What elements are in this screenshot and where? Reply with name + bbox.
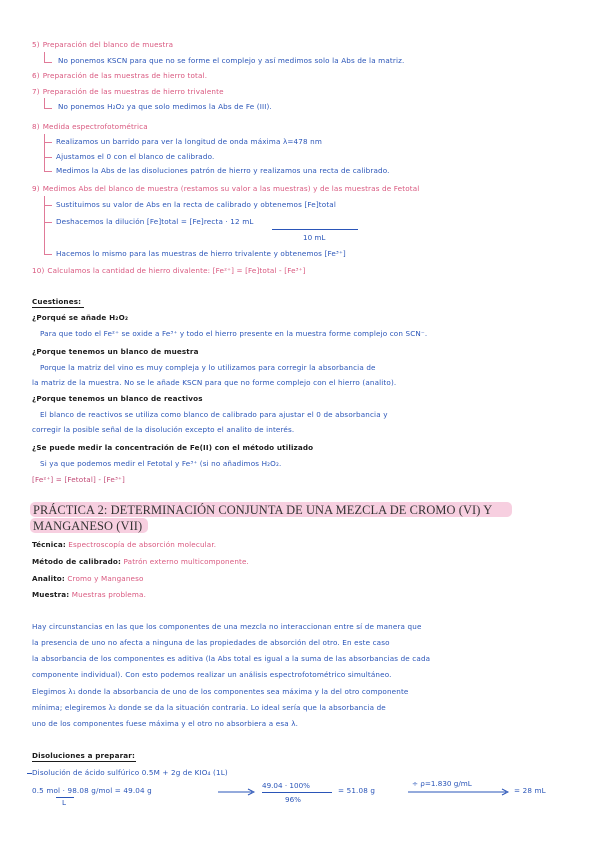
- fraction-denominator: 10 mL: [303, 233, 326, 242]
- answer-1: Para que todo el Fe²⁺ se oxide a Fe³⁺ y todo el hierro presente en la muestra forme complejo con SCN⁻.: [40, 329, 428, 338]
- step-9-note-a: Sustituimos su valor de Abs en la recta de calibrado y obtenemos [Fe]total: [56, 200, 336, 209]
- method-label: Método de calibrado:: [32, 557, 122, 566]
- paragraph-line-1: Hay circunstancias en las que los componentes de una mezcla no interaccionan entre sí de manera que: [32, 622, 422, 631]
- arrow-icon: [408, 788, 510, 796]
- technique-value: Espectroscopía de absorción molecular.: [68, 540, 217, 549]
- tree-tick-8c: [44, 171, 52, 172]
- step-text: Preparación de las muestras de hierro trivalente: [42, 87, 224, 96]
- step-5: [32, 40, 173, 50]
- tree-tick-8b: [44, 157, 52, 158]
- question-2: ¿Porque tenemos un blanco de muestra: [32, 347, 199, 356]
- calc-denominator: 96%: [285, 795, 301, 804]
- step-text: Preparación de las muestras de hierro total.: [42, 71, 208, 80]
- analyte-row: [32, 574, 144, 584]
- answer-2-line-2: la matriz de la muestra. No se le añade KSCN para que no forme complejo con el hierro (analito).: [32, 378, 397, 387]
- step-text: Medida espectrofotométrica: [42, 122, 148, 131]
- step-6: [32, 71, 207, 81]
- tree-tick-sol: [27, 773, 32, 774]
- step-text: Preparación del blanco de muestra: [42, 40, 174, 49]
- paragraph-line-6: mínima; elegiremos λ₂ donde se da la situación contraria. Lo ideal sería que la absorbancia de: [32, 703, 386, 712]
- step-10: [32, 266, 306, 276]
- step-7-note: No ponemos H₂O₂ ya que solo medimos la Abs de Fe (III).: [58, 102, 272, 111]
- tree-tick-7: [44, 108, 52, 109]
- technique-row: [32, 540, 216, 550]
- calc-end: = 28 mL: [514, 786, 546, 795]
- tree-tick-9b: [44, 222, 52, 223]
- step-7: [32, 87, 224, 97]
- heading-underline: [32, 307, 84, 308]
- step-9: [32, 184, 419, 194]
- step-number: 8): [32, 122, 40, 131]
- calc-start: 0.5 mol · 98.08 g/mol = 49.04 g: [32, 786, 152, 795]
- calc-arrow-label: ÷ ρ=1.830 g/mL: [412, 779, 472, 788]
- analyte-label: Analito:: [32, 574, 65, 583]
- step-8-note-b: Ajustamos el 0 con el blanco de calibrado.: [56, 152, 215, 161]
- solution-line-1: Disolución de ácido sulfúrico 0.5M + 2g de KIO₄ (1L): [32, 768, 228, 777]
- step-text: Calculamos la cantidad de hierro divalente: [Fe²⁺] = [Fe]total - [Fe³⁺]: [47, 266, 306, 275]
- questions-heading: Cuestiones:: [32, 297, 82, 306]
- paragraph-line-7: uno de los componentes fuese máxima y el otro no absorbiera a esa λ.: [32, 719, 299, 728]
- step-number: 10): [32, 266, 45, 275]
- step-5-note: No ponemos KSCN para que no se forme el complejo y así medimos solo la Abs de la matriz.: [58, 56, 405, 65]
- answer-4: Si ya que podemos medir el Fetotal y Fe³⁺ (si no añadimos H₂O₂.: [40, 459, 282, 468]
- tree-line-8: [44, 134, 45, 172]
- sample-row: [32, 590, 146, 600]
- question-3: ¿Porque tenemos un blanco de reactivos: [32, 394, 203, 403]
- arrow-icon: [218, 788, 256, 796]
- sample-label: Muestra:: [32, 590, 70, 599]
- calc-numerator: 49.04 · 100%: [262, 781, 310, 790]
- practice-title-line-1: PRÁCTICA 2: DETERMINACIÓN CONJUNTA DE UNA MEZCLA DE CROMO (VI) Y: [33, 503, 493, 517]
- step-text: Medimos Abs del blanco de muestra (restamos su valor a las muestras) y de las muestras de Fetotal: [42, 184, 420, 193]
- paragraph-line-5: Elegimos λ₁ donde la absorbancia de uno de los componentes sea máxima y la del otro componente: [32, 687, 409, 696]
- calc-unit-denominator: L: [62, 798, 67, 807]
- step-number: 9): [32, 184, 40, 193]
- formula: [Fe²⁺] = [Fetotal] - [Fe³⁺]: [32, 475, 125, 484]
- method-value: Patrón externo multicomponente.: [123, 557, 249, 566]
- step-number: 6): [32, 71, 40, 80]
- paragraph-line-2: la presencia de uno no afecta a ninguna de las propiedades de absorción del otro. En este caso: [32, 638, 390, 647]
- calc-fraction-bar: [262, 792, 332, 793]
- paragraph-line-3: la absorbancia de los componentes es aditiva (la Abs total es igual a la suma de las absorbancias de cada: [32, 654, 431, 663]
- step-8-note-c: Medimos la Abs de las disoluciones patrón de hierro y realizamos una recta de calibrado.: [56, 166, 390, 175]
- technique-label: Técnica:: [32, 540, 66, 549]
- step-8: [32, 122, 148, 132]
- tree-tick-5: [44, 62, 52, 63]
- analyte-value: Cromo y Manganeso: [67, 574, 144, 583]
- step-8-note-a: Realizamos un barrido para ver la longitud de onda máxima λ=478 nm: [56, 137, 322, 146]
- tree-tick-8a: [44, 142, 52, 143]
- calc-mid: = 51.08 g: [338, 786, 376, 795]
- question-1: ¿Porqué se añade H₂O₂: [32, 313, 129, 322]
- sample-value: Muestras problema.: [71, 590, 147, 599]
- tree-tick-9a: [44, 205, 52, 206]
- answer-2-line-1: Porque la matriz del vino es muy compleja y lo utilizamos para corregir la absorbancia de: [40, 363, 376, 372]
- step-9-note-b: Deshacemos la dilución [Fe]total = [Fe]recta · 12 mL: [56, 217, 254, 226]
- step-number: 7): [32, 87, 40, 96]
- question-4: ¿Se puede medir la concentración de Fe(II) con el método utilizado: [32, 443, 314, 452]
- method-row: [32, 557, 249, 567]
- fraction-bar: [272, 229, 358, 230]
- tree-tick-9c: [44, 254, 52, 255]
- step-9-note-c: Hacemos lo mismo para las muestras de hierro trivalente y obtenemos [Fe³⁺]: [56, 249, 346, 258]
- paragraph-line-4: componente individual). Con esto podemos realizar un análisis espectrofotométrico simultáneo.: [32, 670, 392, 679]
- practice-title-line-2: MANGANESO (VII): [33, 519, 143, 533]
- answer-3-line-2: corregir la posible señal de la disolución excepto el analito de interés.: [32, 425, 295, 434]
- answer-3-line-1: El blanco de reactivos se utiliza como blanco de calibrado para ajustar el 0 de absorbancia y: [40, 410, 388, 419]
- step-number: 5): [32, 40, 40, 49]
- solutions-heading: Disoluciones a preparar:: [32, 751, 135, 760]
- heading-underline: [32, 761, 136, 762]
